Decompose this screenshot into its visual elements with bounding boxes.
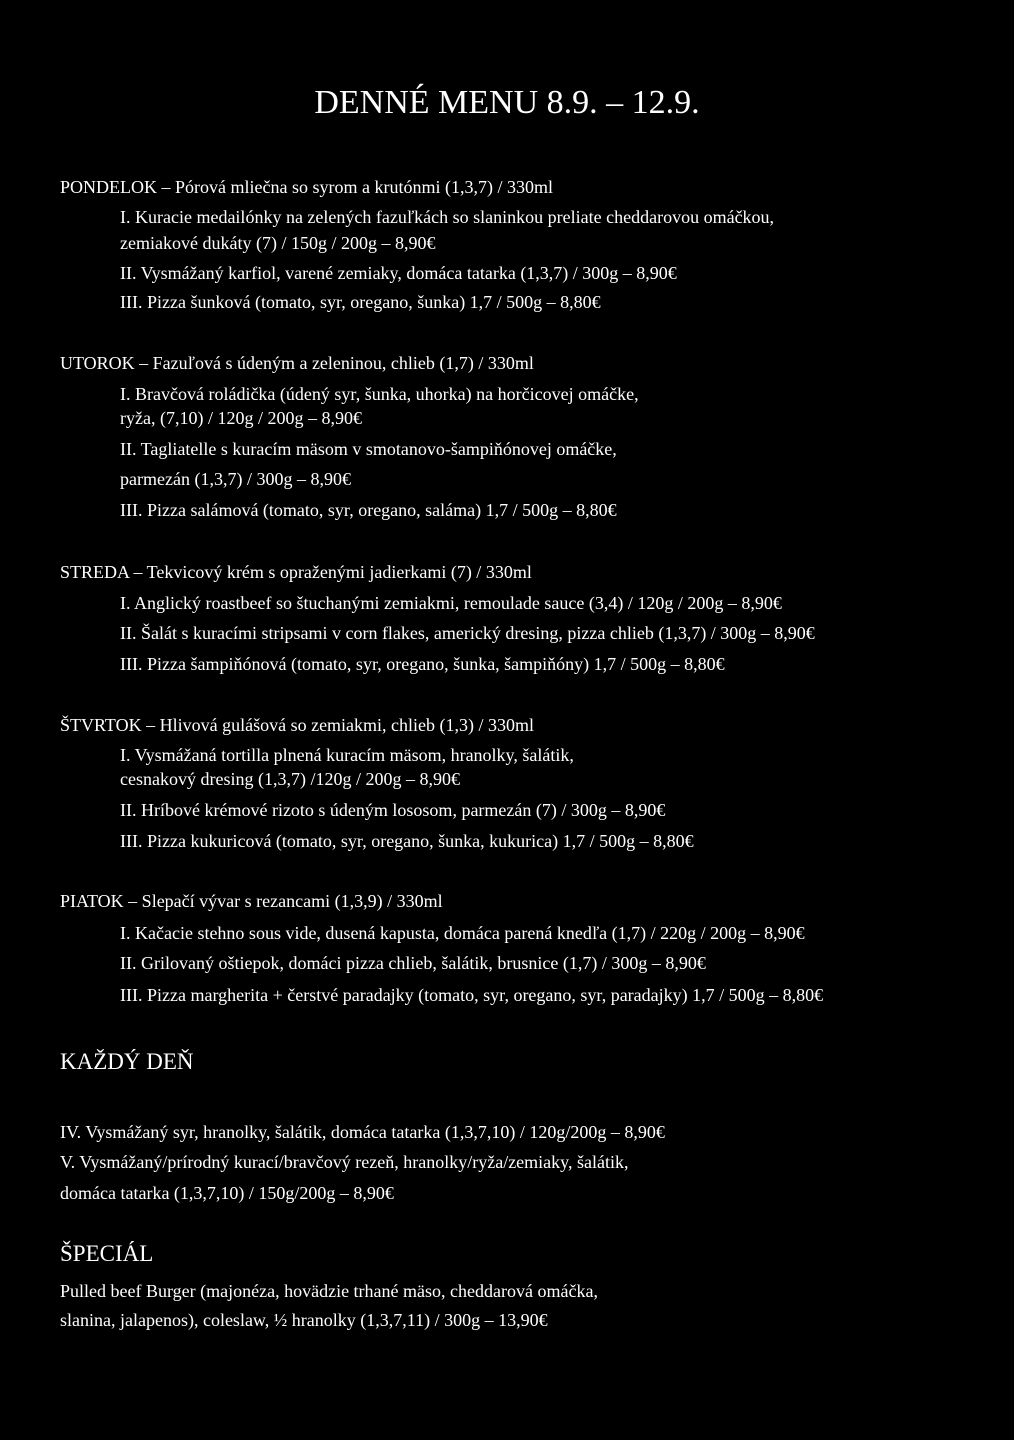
menu-line: I. Kačacie stehno sous vide, dusená kapusta, domáca parená knedľa (1,7) / 220g / 200g – 8,90€ bbox=[120, 923, 805, 943]
menu-line: III. Pizza šampiňónová (tomato, syr, oregano, šunka, šampiňóny) 1,7 / 500g – 8,80€ bbox=[120, 654, 725, 674]
menu-line: III. Pizza šunková (tomato, syr, oregano, šunka) 1,7 / 500g – 8,80€ bbox=[120, 292, 601, 312]
day-heading-friday: PIATOK – Slepačí vývar s rezancami (1,3,9) / 330ml bbox=[60, 891, 443, 911]
menu-line: cesnakový dresing (1,3,7) /120g / 200g – 8,90€ bbox=[120, 769, 460, 789]
menu-line: domáca tatarka (1,3,7,10) / 150g/200g – 8,90€ bbox=[60, 1183, 394, 1203]
menu-line: zemiakové dukáty (7) / 150g / 200g – 8,90€ bbox=[120, 233, 436, 253]
menu-line: II. Tagliatelle s kuracím mäsom v smotanovo-šampiňónovej omáčke, bbox=[120, 439, 617, 459]
menu-line: II. Šalát s kuracími stripsami v corn flakes, americký dresing, pizza chlieb (1,3,7) / 300g – 8,90€ bbox=[120, 623, 815, 643]
special-heading: ŠPECIÁL bbox=[60, 1241, 154, 1266]
menu-line: III. Pizza kukuricová (tomato, syr, oregano, šunka, kukurica) 1,7 / 500g – 8,80€ bbox=[120, 831, 694, 851]
menu-line: I. Kuracie medailónky na zelených fazuľkách so slaninkou preliate cheddarovou omáčkou, bbox=[120, 207, 775, 227]
day-heading-monday: PONDELOK – Pórová mliečna so syrom a krutónmi (1,3,7) / 330ml bbox=[60, 177, 553, 197]
menu-line: ryža, (7,10) / 120g / 200g – 8,90€ bbox=[120, 408, 362, 428]
day-heading-wednesday: STREDA – Tekvicový krém s opraženými jadierkami (7) / 330ml bbox=[60, 562, 532, 582]
menu-line: I. Bravčová roládička (údený syr, šunka, uhorka) na horčicovej omáčke, bbox=[120, 384, 639, 404]
menu-line: IV. Vysmážaný syr, hranolky, šalátik, domáca tatarka (1,3,7,10) / 120g/200g – 8,90€ bbox=[60, 1122, 665, 1142]
menu-line: Pulled beef Burger (majonéza, hovädzie trhané mäso, cheddarová omáčka, bbox=[60, 1281, 598, 1301]
day-heading-thursday: ŠTVRTOK – Hlivová gulášová so zemiakmi, chlieb (1,3) / 330ml bbox=[60, 715, 535, 735]
menu-line: III. Pizza salámová (tomato, syr, oregano, saláma) 1,7 / 500g – 8,80€ bbox=[120, 500, 617, 520]
page-title: DENNÉ MENU 8.9. – 12.9. bbox=[314, 84, 700, 121]
menu-line: parmezán (1,3,7) / 300g – 8,90€ bbox=[120, 469, 351, 489]
menu-line: I. Vysmážaná tortilla plnená kuracím mäsom, hranolky, šalátik, bbox=[120, 745, 574, 765]
menu-line: II. Grilovaný oštiepok, domáci pizza chlieb, šalátik, brusnice (1,7) / 300g – 8,90€ bbox=[120, 953, 706, 973]
menu-line: slanina, jalapenos), coleslaw, ½ hranolky (1,3,7,11) / 300g – 13,90€ bbox=[60, 1310, 548, 1330]
menu-line: III. Pizza margherita + čerstvé paradajky (tomato, syr, oregano, syr, paradajky) 1,7 / 500g – 8,80€ bbox=[120, 985, 824, 1005]
menu-line: V. Vysmážaný/prírodný kurací/bravčový rezeň, hranolky/ryža/zemiaky, šalátik, bbox=[60, 1152, 629, 1172]
menu-line: II. Hríbové krémové rizoto s údeným lososom, parmezán (7) / 300g – 8,90€ bbox=[120, 800, 666, 820]
every-day-heading: KAŽDÝ DEŇ bbox=[60, 1049, 194, 1074]
menu-line: I. Anglický roastbeef so štuchanými zemiakmi, remoulade sauce (3,4) / 120g / 200g – 8,90€ bbox=[120, 593, 782, 613]
menu-line: II. Vysmážaný karfiol, varené zemiaky, domáca tatarka (1,3,7) / 300g – 8,90€ bbox=[120, 263, 677, 283]
day-heading-tuesday: UTOROK – Fazuľová s údeným a zeleninou, chlieb (1,7) / 330ml bbox=[60, 353, 534, 373]
